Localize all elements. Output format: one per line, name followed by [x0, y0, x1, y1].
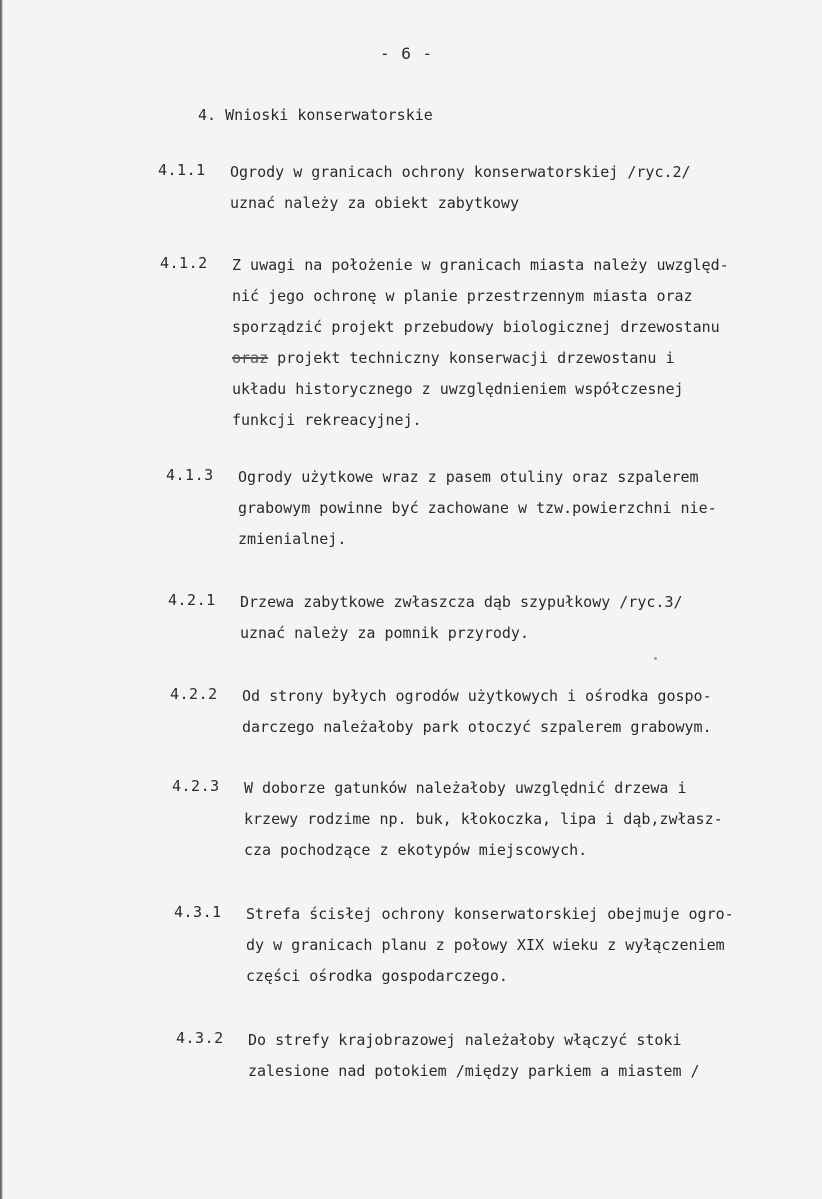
item-number: 4.3.1 — [174, 903, 222, 921]
paper-speck — [654, 657, 657, 660]
item-line: układu historycznego z uwzględnieniem współczesnej — [232, 380, 684, 398]
item-line: nić jego ochronę w planie przestrzennym miasta oraz — [232, 287, 693, 305]
section-heading: 4. Wnioski konserwatorskie — [198, 106, 433, 124]
item-line: funkcji rekreacyjnej. — [232, 411, 422, 429]
item-line: Strefa ścisłej ochrony konserwatorskiej obejmuje ogro- — [246, 905, 734, 923]
item-line-struck — [232, 347, 729, 378]
item-line: części ośrodka gospodarczego. — [246, 967, 508, 985]
item-line: Do strefy krajobrazowej należałoby włączyć stoki — [248, 1031, 682, 1049]
item-line: dy w granicach planu z połowy XIX wieku z wyłączeniem — [246, 936, 725, 954]
item-number: 4.2.3 — [172, 777, 220, 795]
item-number: 4.2.1 — [168, 591, 216, 609]
struck-word: oraz — [232, 349, 269, 367]
item-number: 4.1.1 — [158, 161, 206, 179]
item-line: krzewy rodzime np. buk, kłokoczka, lipa i dąb,zwłasz- — [244, 810, 723, 828]
item-line: Ogrody użytkowe wraz z pasem otuliny oraz szpalerem — [238, 468, 699, 486]
item-number: 4.3.2 — [176, 1029, 224, 1047]
item-number: 4.1.2 — [160, 254, 208, 272]
item-line: zalesione nad potokiem /między parkiem a miastem / — [248, 1062, 700, 1080]
item-line: cza pochodzące z ekotypów miejscowych. — [244, 841, 588, 859]
item-number: 4.2.2 — [170, 685, 218, 703]
item-number: 4.1.3 — [166, 466, 214, 484]
page-number: - 6 - — [380, 44, 434, 63]
item-line: zmienialnej. — [238, 530, 347, 548]
item-line: uznać należy za obiekt zabytkowy — [230, 194, 519, 212]
item-line: uznać należy za pomnik przyrody. — [240, 624, 529, 642]
item-line: grabowym powinne być zachowane w tzw.powierzchni nie- — [238, 499, 717, 517]
page-edge — [0, 0, 3, 1199]
item-line: Od strony byłych ogrodów użytkowych i ośrodka gospo- — [242, 687, 712, 705]
item-line: W doborze gatunków należałoby uwzględnić drzewa i — [244, 779, 687, 797]
item-line: Z uwagi na położenie w granicach miasta należy uwzględ- — [232, 256, 729, 274]
item-line: Ogrody w granicach ochrony konserwatorskiej /ryc.2/ — [230, 163, 691, 181]
item-line: sporządzić projekt przebudowy biologicznej drzewostanu — [232, 318, 720, 336]
item-line: Drzewa zabytkowe zwłaszcza dąb szypułkowy /ryc.3/ — [240, 593, 683, 611]
item-line-rest: projekt techniczny konserwacji drzewostanu i — [268, 349, 675, 367]
item-line: darczego należałoby park otoczyć szpalerem grabowym. — [242, 718, 712, 736]
